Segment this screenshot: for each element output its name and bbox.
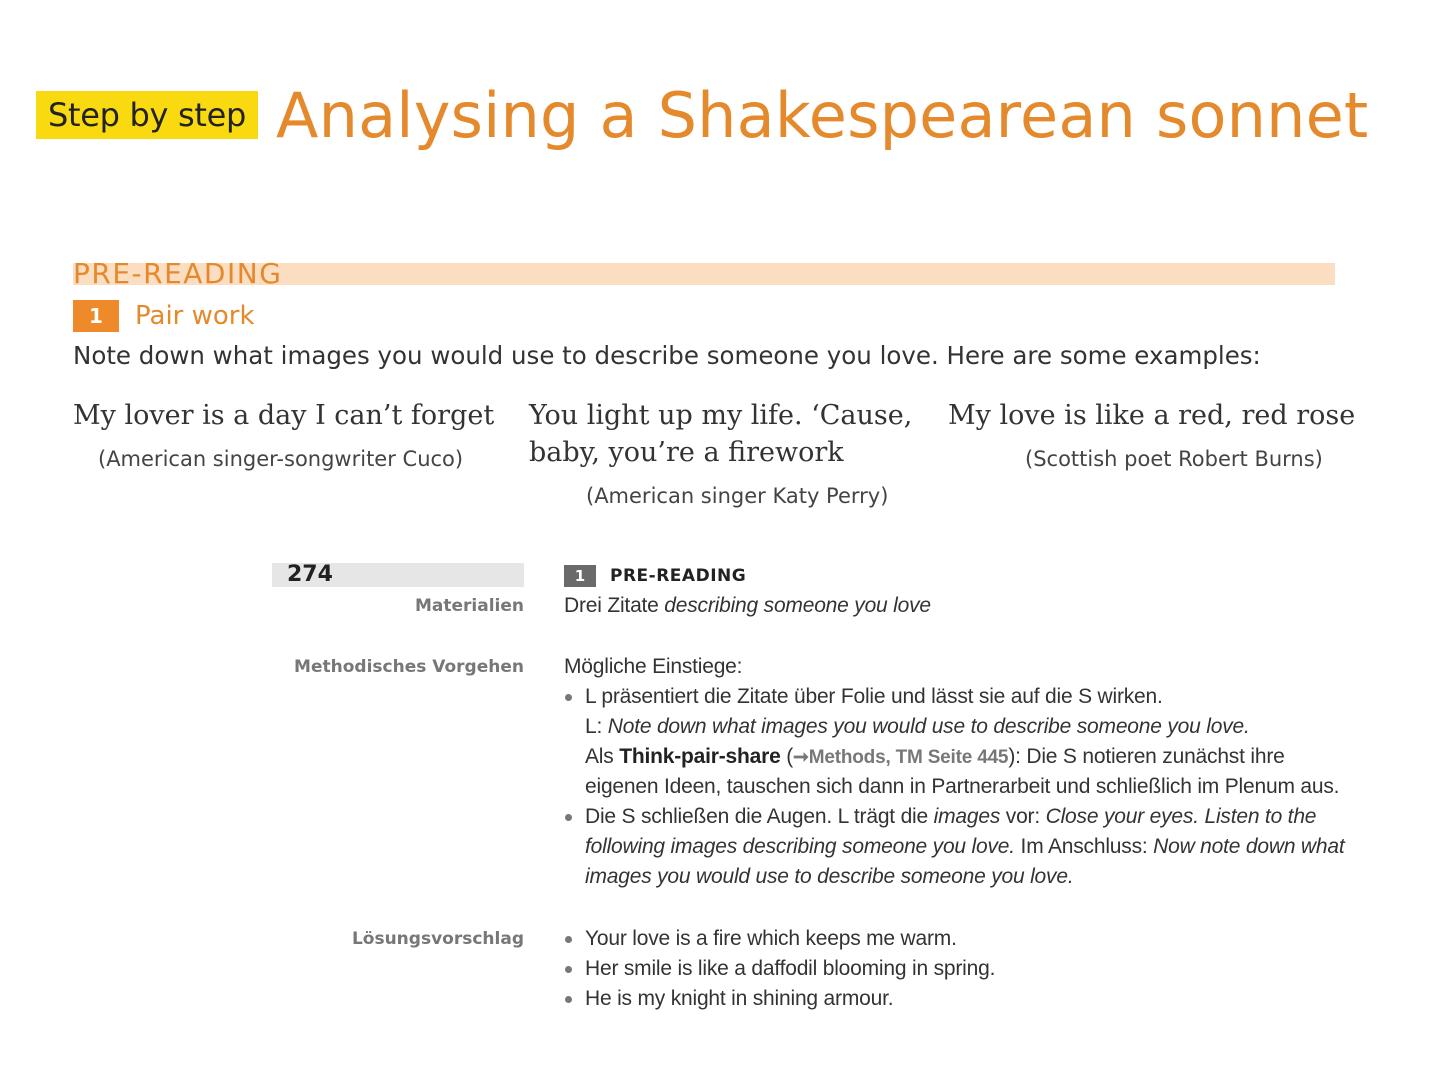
materials-italic: describing someone you love [664,594,931,617]
b2-prefix: Die S schließen die Augen. L trägt die [585,805,934,828]
solution-item: He is my knight in shining armour. [585,987,894,1010]
materials-prefix: Drei Zitate [564,594,665,617]
quote-2-text-line-1: You light up my life. ‘Cause, [529,400,913,431]
b2-line3-italic: images you would use to describe someone you love. [585,865,1074,888]
manual-section-number: 1 [564,565,596,587]
method-bullet-2-line-1 [585,802,1316,832]
bullet-dot [565,814,572,821]
quote-2-attribution: (American singer Katy Perry) [586,484,889,508]
quote-3-attribution: (Scottish poet Robert Burns) [1025,447,1323,471]
quote-1-attribution: (American singer-songwriter Cuco) [98,447,464,471]
think-pair-share-term: Think-pair-share [619,745,781,768]
b2-line2-italic: following images describing someone you love. [585,835,1015,858]
quote-3-text: My love is like a red, red rose [948,400,1356,431]
method-bullet-2-line-3 [585,862,1073,892]
step-by-step-badge: Step by step [36,91,258,139]
method-bullet-1-line-2 [585,712,1250,742]
b2-mid: vor: [1000,805,1046,828]
task-number-badge: 1 [73,300,119,332]
b2-line2-italic2: Now note down what [1153,835,1345,858]
quote-2-text-line-2: baby, you’re a firework [529,437,844,468]
method-bullet-1-line-3-rest: ): Die S notieren zunächst ihre [1008,745,1285,768]
methods-reference-link[interactable]: Methods, TM Seite 445 [808,747,1009,768]
b2-line2-mid: Im Anschluss: [1014,835,1154,858]
als-prefix: Als [585,745,620,768]
solution-item: Her smile is like a daffodil blooming in spring. [585,957,996,980]
bullet-dot [565,694,572,701]
page-title: Analysing a Shakespearean sonnet [276,79,1369,152]
b2-close-eyes-italic: Close your eyes. Listen to the [1045,805,1317,828]
method-bullet-1-line-1: L präsentiert die Zitate über Folie und lässt sie auf die S wirken. [585,685,1163,708]
label-methodisches-vorgehen: Methodisches Vorgehen [294,657,524,677]
label-materialien: Materialien [414,596,524,616]
bullet-dot [565,996,572,1003]
solution-item: Your love is a fire which keeps me warm. [585,927,957,950]
arrow-right-icon: ➞ [793,747,809,768]
task-instruction: Note down what images you would use to describe someone you love. Here are some examples: [73,341,1261,370]
b2-images-italic: images [933,805,1001,828]
manual-section-heading: PRE-READING [610,566,747,586]
method-bullet-1-line-4: eigenen Ideen, tauschen sich dann in Partnerarbeit und schließlich im Plenum aus. [585,775,1340,798]
task-title: Pair work [135,301,255,331]
method-intro: Mögliche Einstiege: [564,655,743,678]
bullet-dot [565,936,572,943]
label-loesungsvorschlag: Lösungsvorschlag [351,929,524,949]
teacher-prefix: L: [585,715,608,738]
section-heading: PRE-READING [73,257,283,290]
quote-1-text: My lover is a day I can’t forget [73,400,495,431]
method-bullet-2-line-2 [585,832,1345,862]
bullet-dot [565,966,572,973]
method-bullet-1-line-3 [585,742,1285,773]
paren-open: ( [780,745,793,768]
teacher-instruction-italic: Note down what images you would use to describe someone you love. [607,715,1250,738]
materials-text [564,591,931,621]
page-number: 274 [287,562,333,587]
